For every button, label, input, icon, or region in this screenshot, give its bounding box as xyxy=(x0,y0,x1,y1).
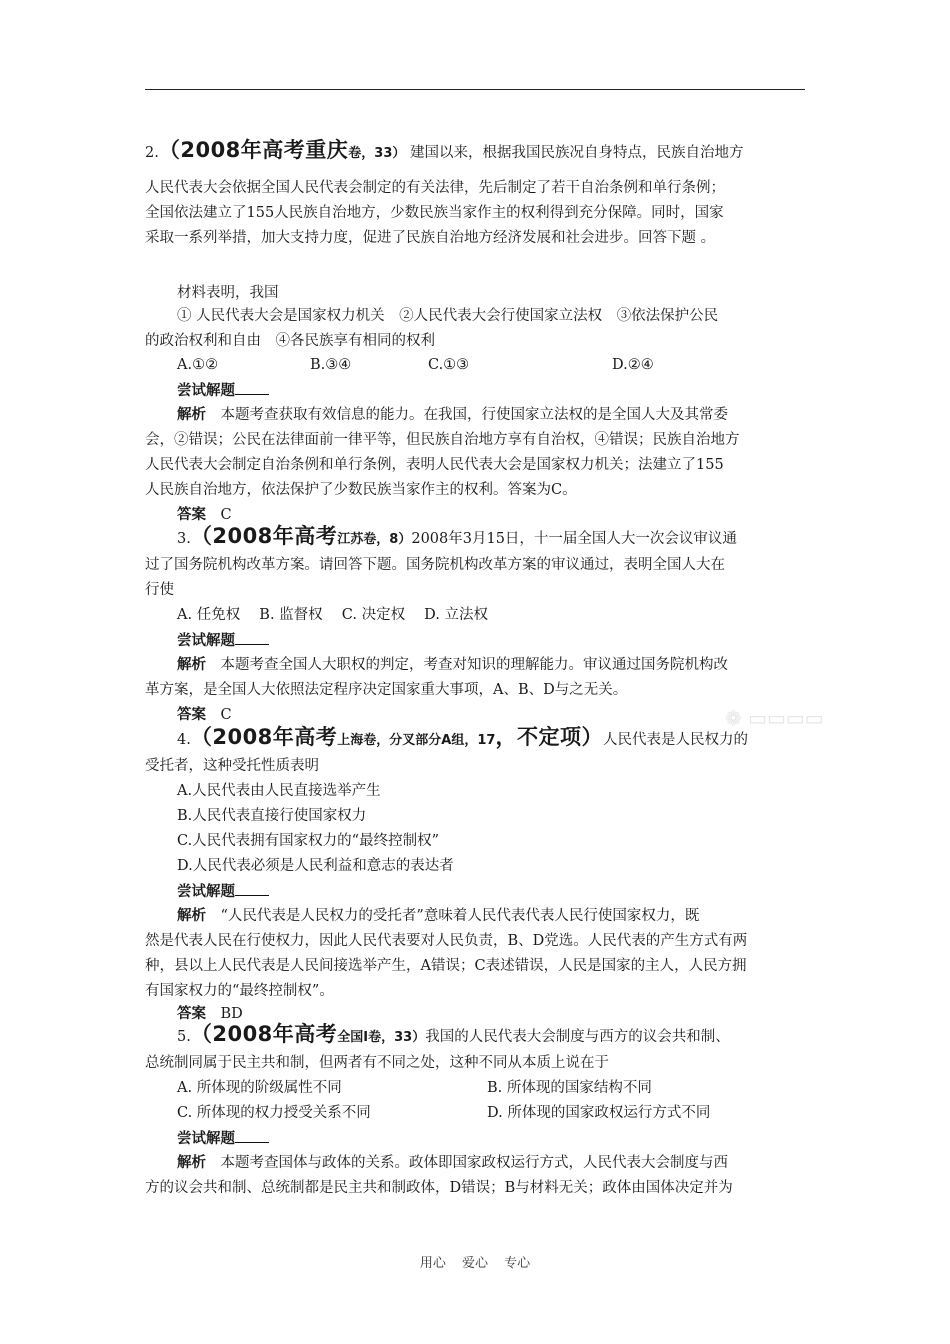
q2-analysis-line3: 人民代表大会制定自治条例和单行条例，表明人民代表大会是国家权力机关；法建立了155 xyxy=(145,457,724,473)
q3-analysis-line2: 革方案，是全国人大依照法定程序决定国家重大事项，A、B、D与之无关。 xyxy=(145,682,628,698)
q3-heading xyxy=(177,526,737,550)
q4-option-a: A.人民代表由人民直接选举产生 xyxy=(177,783,381,799)
answer-blank xyxy=(235,881,269,896)
q5-option-a: A. 所体现的阶级属性不同 xyxy=(177,1080,342,1096)
q5-text-line2: 总统制同属于民主共和制，但两者有不同之处，这种不同从本质上说在于 xyxy=(145,1055,609,1071)
q3-text-line2: 过了国务院机构改革方案。请回答下题。国务院机构改革方案的审议通过，表明全国人大在 xyxy=(145,557,725,573)
q4-text-line2: 受托者，这种受托性质表明 xyxy=(145,758,319,774)
q3-analysis-line1 xyxy=(177,655,728,675)
q2-source: （2008年高考重庆 xyxy=(158,138,349,162)
try-label: 尝试解题 xyxy=(177,633,235,649)
q3-answer xyxy=(177,705,232,725)
watermark-logo: ❁ ▭▭▭▭ xyxy=(725,706,824,730)
answer-value: C xyxy=(220,507,232,523)
q2-text-line3: 全国依法建立了155人民族自治地方，少数民族当家作主的权利得到充分保障。同时，国家 xyxy=(145,205,724,221)
q4-answer xyxy=(177,1004,243,1024)
answer-value: C xyxy=(220,707,232,723)
q2-option-c: C.①③ xyxy=(428,357,470,373)
q2-analysis-line2: 会，②错误；公民在法律面前一律平等，但民族自治地方享有自治权，④错误；民族自治地方 xyxy=(145,432,740,448)
q2-number: 2. xyxy=(145,145,159,161)
q2-items-line1: ① 人民代表大会是国家权力机关 ②人民代表大会行使国家立法权 ③依法保护公民 xyxy=(177,308,719,324)
q3-text-line1: 2008年3月15日，十一届全国人大一次会议审议通 xyxy=(411,531,737,547)
q4-source-detail: 上海卷，分叉部分A组，17 xyxy=(337,733,496,748)
q3-source: （2008年高考 xyxy=(190,524,338,548)
q5-option-d: D. 所体现的国家政权运行方式不同 xyxy=(487,1105,711,1121)
analysis-label: 解析 xyxy=(177,908,206,924)
q5-number: 5. xyxy=(177,1029,191,1045)
q2-text-line4: 采取一系列举措，加大支持力度，促进了民族自治地方经济发展和社会进步。回答下题 。 xyxy=(145,230,716,246)
q2-analysis-line1 xyxy=(177,405,728,425)
q4-heading xyxy=(177,727,748,751)
answer-blank xyxy=(235,1128,269,1143)
analysis-label: 解析 xyxy=(177,1155,206,1171)
q3-text-line3: 行使 xyxy=(145,582,174,598)
q3-options: A. 任免权 B. 监督权 C. 决定权 D. 立法权 xyxy=(177,607,489,623)
q4-analysis-line1 xyxy=(177,906,699,926)
q2-source-detail: 卷，33） xyxy=(348,146,406,161)
q2-option-a: A.①② xyxy=(177,357,219,373)
q2-text-line2: 人民代表大会依据全国人民代表会制定的有关法律，先后制定了若干自治条例和单行条例； xyxy=(145,180,725,196)
q4-analysis-line2: 然是代表人民在行使权力，因此人民代表要对人民负责，B、D党选。人民代表的产生方式有两 xyxy=(145,933,748,949)
q4-number: 4. xyxy=(177,732,191,748)
q4-analysis-line4: 有国家权力的“最终控制权”。 xyxy=(145,983,334,999)
answer-label: 答案 xyxy=(177,507,206,523)
q4-option-b: B.人民代表直接行使国家权力 xyxy=(177,808,367,824)
q5-option-b: B. 所体现的国家结构不同 xyxy=(487,1080,652,1096)
page-footer: 用心 爱心 专心 xyxy=(419,1256,531,1271)
analysis-text: 本题考查国体与政体的关系。政体即国家政权运行方式，人民代表大会制度与西 xyxy=(220,1155,728,1171)
q4-try xyxy=(177,881,269,902)
q4-source-type: ，不定项） xyxy=(495,725,603,749)
try-label: 尝试解题 xyxy=(177,383,235,399)
analysis-label: 解析 xyxy=(177,407,206,423)
q3-source-detail: 江苏卷，8） xyxy=(337,532,412,547)
q4-analysis-line3: 种，县以上人民代表是人民间接选举产生，A错误；C表述错误，人民是国家的主人，人民方拥 xyxy=(145,958,747,974)
answer-label: 答案 xyxy=(177,1006,206,1022)
q2-stem: 材料表明，我国 xyxy=(177,285,279,301)
q5-analysis-line2: 方的议会共和制、总统制都是民主共和制政体，D错误；B与材料无关；政体由国体决定并为 xyxy=(145,1180,733,1196)
q5-source: （2008年高考 xyxy=(190,1022,338,1046)
answer-blank xyxy=(235,630,269,645)
analysis-label: 解析 xyxy=(177,657,206,673)
q5-option-c: C. 所体现的权力授受关系不同 xyxy=(177,1105,371,1121)
q2-option-b: B.③④ xyxy=(310,357,352,373)
q4-source: （2008年高考 xyxy=(190,725,338,749)
q5-source-detail: 全国Ⅰ卷，33） xyxy=(337,1030,426,1045)
q4-option-d: D.人民代表必须是人民利益和意志的表达者 xyxy=(177,858,454,874)
q2-heading xyxy=(145,140,744,164)
q5-heading xyxy=(177,1024,730,1048)
q5-analysis-line1 xyxy=(177,1153,728,1173)
q5-try xyxy=(177,1128,269,1149)
answer-label: 答案 xyxy=(177,707,206,723)
q3-try xyxy=(177,630,269,651)
analysis-text: “人民代表是人民权力的受托者”意味着人民代表代表人民行使国家权力，既 xyxy=(220,908,700,924)
q2-option-d: D.②④ xyxy=(612,357,654,373)
try-label: 尝试解题 xyxy=(177,884,235,900)
q2-analysis-line4: 人民族自治地方，依法保护了少数民族当家作主的权利。答案为C。 xyxy=(145,482,577,498)
q2-try xyxy=(177,380,269,401)
try-label: 尝试解题 xyxy=(177,1131,235,1147)
q4-text-line1: 人民代表是人民权力的 xyxy=(602,732,748,748)
answer-value: BD xyxy=(220,1006,243,1022)
q3-number: 3. xyxy=(177,531,191,547)
q2-text-line1: 建国以来，根据我国民族况自身特点，民族自治地方 xyxy=(410,145,744,161)
q5-text-line1: 我国的人民代表大会制度与西方的议会共和制、 xyxy=(425,1029,730,1045)
q2-answer xyxy=(177,505,232,525)
analysis-text: 本题考查获取有效信息的能力。在我国，行使国家立法权的是全国人大及其常委 xyxy=(220,407,728,423)
analysis-text: 本题考查全国人大职权的判定，考查对知识的理解能力。审议通过国务院机构改 xyxy=(220,657,728,673)
header-rule xyxy=(145,89,805,90)
q2-items-line2: 的政治权利和自由 ④各民族享有相同的权利 xyxy=(145,333,435,349)
answer-blank xyxy=(235,380,269,395)
q4-option-c: C.人民代表拥有国家权力的“最终控制权” xyxy=(177,833,440,849)
